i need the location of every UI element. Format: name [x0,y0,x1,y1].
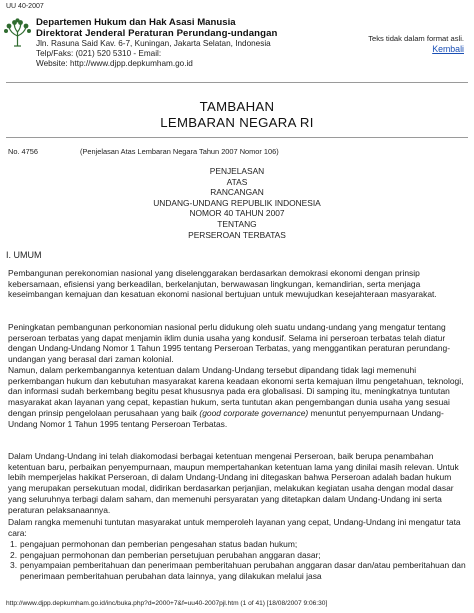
document-meta [8,147,468,156]
document-title-line2: LEMBARAN NEGARA RI [160,115,314,130]
paragraph-3-italic: (good corporate governance) [199,407,309,418]
paragraph-3-part-a: Namun, dalam perkembangannya ketentuan dalam Undang-Undang tersebut dipandang tidak lagi memenuhi perkembangan hukum dan kebutuhan masyarakat karena keadaan ekonomi serta kemajuan ilmu pengetahuan, teknologi, dan informasi sudah berkembang begitu pesat khususnya pada era globalisasi. Di samping itu, meningkatnya tuntutan masyarakat akan layanan yang cepat, kepastian hukum, serta tuntutan akan pengembangan dunia usaha yang sesuai dengan prinsip pengelolaan perusahaan yang baik [8,365,464,418]
list-item: 3. penyampaian pemberitahuan dan penerimaan pemberitahuan perubahan anggaran dasar dan/atau pemberitahuan dan penerimaan pemberitahuan perubahan data lainnya, yang dilakukan melalui jasa [10,560,466,582]
paragraph-3 [8,365,468,429]
tree-logo-icon [2,18,33,48]
paragraph-3-part-b: menuntut penyempurnaan Undang-Undang Nomor 1 Tahun 1995 tentang Perseroan Terbatas. [8,407,444,429]
org-website: Website: http://www.djpp.depkumham.go.id [36,59,193,68]
section-heading: I. UMUM [6,250,42,260]
list-item: 1. pengajuan permohonan dan pemberian pengesahan status badan hukum; [10,539,298,549]
organization-block [36,17,336,69]
org-directorate: Direktorat Jenderal Peraturan Perundang-undangan [36,28,278,39]
center-line: TENTANG [217,218,257,229]
paragraph-2: Peningkatan pembangunan perkonomian nasional perlu didukung oleh suatu undang-undang yang mengatur tentang perseroan terbatas yang dapat menjamin iklim dunia usaha yang kondusif. Selama ini perseroan terbatas telah diatur dengan Undang-Undang Nomor 1 Tahun 1995 tentang Perseroan Terbatas, yang menggantikan peraturan perundang-undangan yang berasal dari zaman kolonial. [8,322,451,365]
org-address: Jln. Rasuna Said Kav. 6-7, Kuningan, Jakarta Selatan, Indonesia [36,39,271,48]
document-number: No. 4756 [8,147,38,156]
center-line: ATAS [226,176,248,187]
center-line: PERSEROAN TERBATAS [188,229,286,240]
page-header-title: UU 40-2007 [6,3,44,10]
format-note-text: Teks tidak dalam format asli. [368,34,464,43]
org-phone: Telp/Faks: (021) 520 5310 - Email: [36,49,162,58]
center-line: RANCANGAN [210,187,264,198]
paragraph-4: Dalam Undang-Undang ini telah diakomodasi berbagai ketentuan mengenai Perseroan, baik berupa penambahan ketentuan baru, perbaikan penyempurnaan, maupun mempertahankan ketentuan lama yang dinilai masih relevan. Untuk lebih memperjelas hakikat Perseroan, di dalam Undang-Undang ini ditegaskan bahwa Perseroan adalah badan hukum yang merupakan persekutuan modal, didirikan berdasarkan perjanjian, melakukan kegiatan usaha dengan modal dasar yang seluruhnya terbagi dalam saham, dan memenuhi persyaratan yang ditetapkan dalam Undang-Undang ini serta peraturan pelaksanaannya. [8,451,459,515]
center-line: NOMOR 40 TAHUN 2007 [189,208,285,219]
document-reference: (Penjelasan Atas Lembaran Negara Tahun 2007 Nomor 106) [80,147,279,156]
back-link[interactable]: Kembali [432,44,464,54]
center-line: UNDANG-UNDANG REPUBLIK INDONESIA [153,197,321,208]
title-divider [6,137,468,138]
format-note [368,34,464,55]
center-heading [0,166,474,240]
document-title-line1: TAMBAHAN [199,99,275,114]
procedure-list [8,539,468,582]
org-name: Departemen Hukum dan Hak Asasi Manusia [36,17,236,28]
list-item: 2. pengajuan permohonan dan pemberian persetujuan perubahan anggaran dasar; [10,549,321,560]
page-footer-url: http://www.djpp.depkumham.go.id/inc/buka.php?d=2000+7&f=uu40-2007pjl.htm (1 of 41) [18/08/2007 9:06:30] [6,600,328,607]
paragraph-1: Pembangunan perekonomian nasional yang diselenggarakan berdasarkan demokrasi ekonomi dengan prinsip kebersamaan, efisiensi yang berkeadilan, berkelanjutan, berwawasan lingkungan, kemandirian, serta menjaga keseimbangan kemajuan dan kesatuan ekonomi nasional bertujuan untuk mewujudkan kesejahteraan masyarakat. [8,268,437,300]
center-line: PENJELASAN [209,166,265,176]
header-divider [6,82,468,83]
paragraph-5: Dalam rangka memenuhi tuntutan masyarakat untuk memperoleh layanan yang cepat, Undang-Undang ini mengatur tata cara: [8,517,461,538]
